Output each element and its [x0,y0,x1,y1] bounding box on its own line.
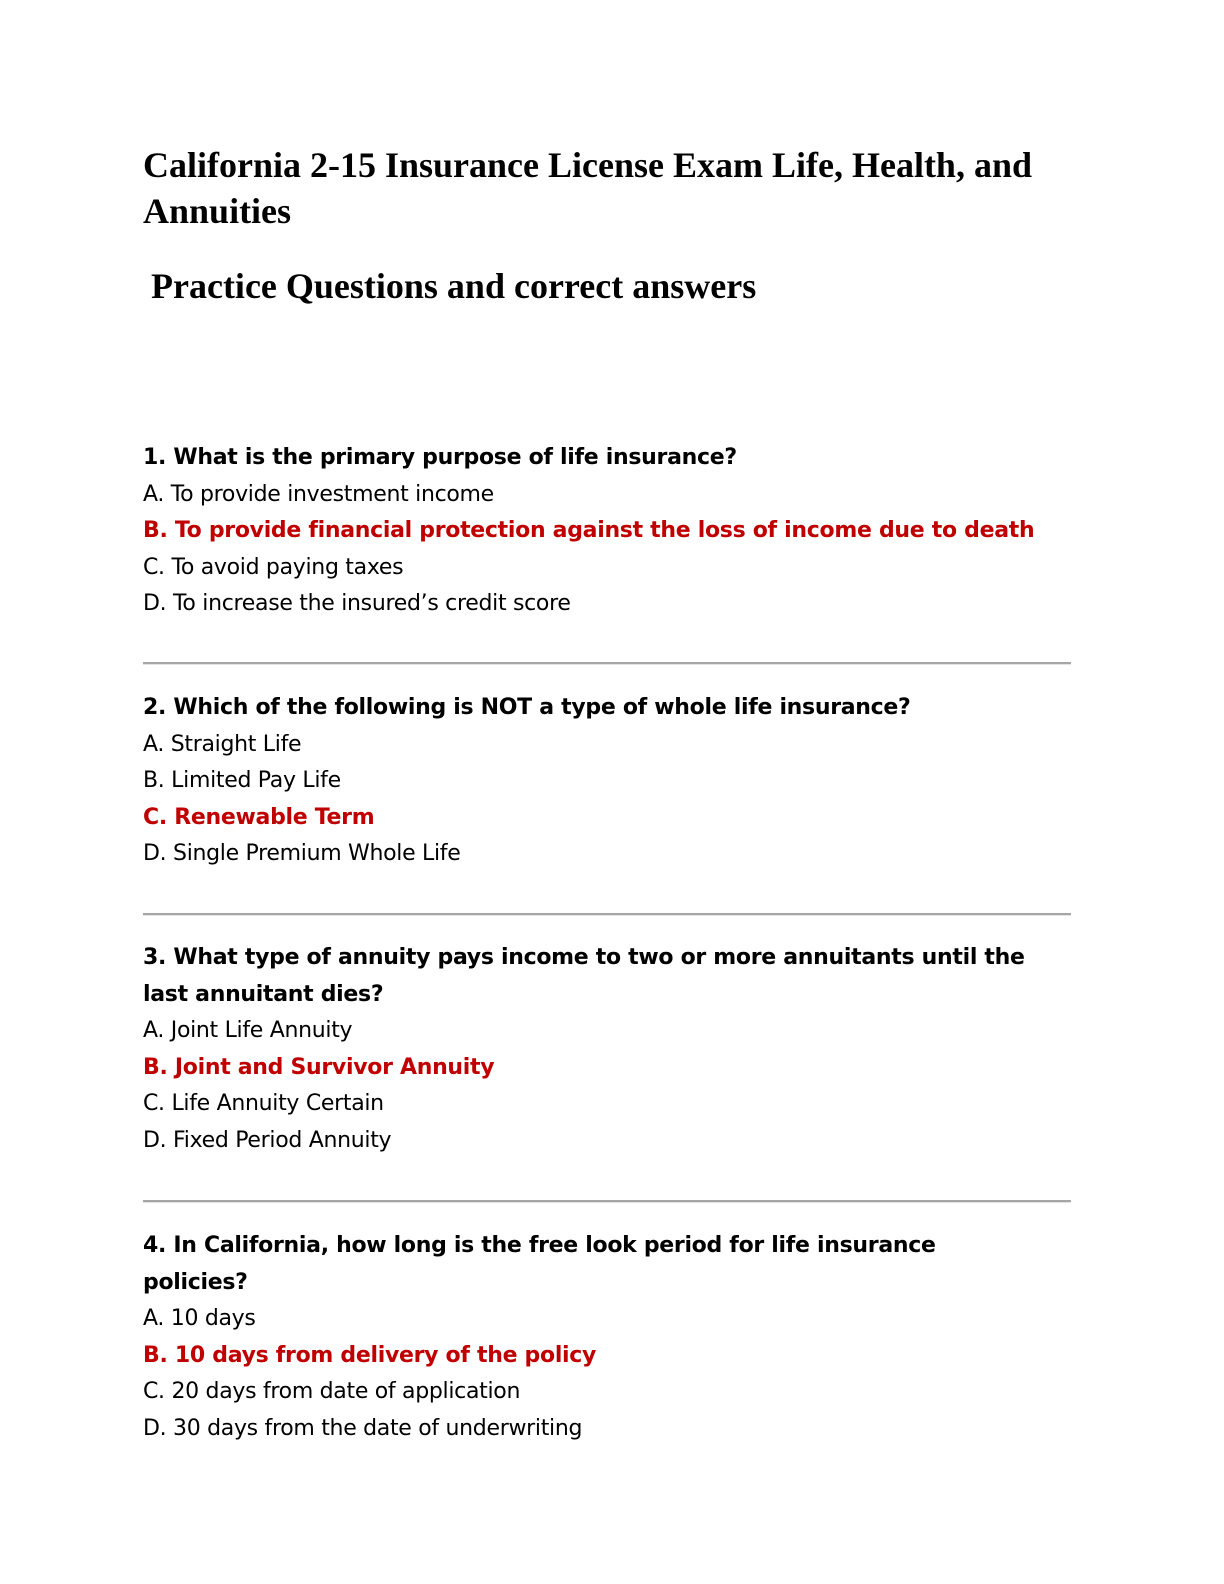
question-text: 3. What type of annuity pays income to two or more annuitants until the last annuitant dies? [143,945,1025,1007]
answer-option-b-correct: B. Joint and Survivor Annuity [143,1054,495,1080]
answer-option-b-correct: B. 10 days from delivery of the policy [143,1342,597,1368]
section-divider [143,913,1071,916]
question-3 [143,940,1043,1160]
question-text: 2. Which of the following is NOT a type of whole life insurance? [143,695,911,720]
question-text: 4. In California, how long is the free look period for life insurance policies? [143,1233,936,1295]
answer-option-c-correct: C. Renewable Term [143,804,375,830]
answer-option-a: A. Straight Life [143,731,302,757]
answer-option-d: D. Fixed Period Annuity [143,1127,392,1153]
answer-option-a: A. Joint Life Annuity [143,1018,353,1044]
question-4 [143,1228,1043,1448]
answer-option-a: A. 10 days [143,1306,256,1332]
section-divider [143,1200,1071,1203]
answer-option-b-correct: B. To provide financial protection against the loss of income due to death [143,518,1035,544]
answer-option-a: A. To provide investment income [143,481,494,507]
question-text: 1. What is the primary purpose of life insurance? [143,445,737,470]
document-subtitle: Practice Questions and correct answers [151,266,757,306]
answer-option-c: C. To avoid paying taxes [143,554,404,580]
question-2 [143,690,1043,873]
answer-option-d: D. To increase the insured’s credit score [143,591,571,617]
answer-option-d: D. Single Premium Whole Life [143,841,461,867]
section-divider [143,662,1071,665]
answer-option-d: D. 30 days from the date of underwriting [143,1415,583,1441]
document-title: California 2-15 Insurance License Exam Life, Health, and Annuities [143,145,1032,231]
answer-option-c: C. Life Annuity Certain [143,1091,384,1117]
answer-option-b: B. Limited Pay Life [143,768,341,794]
question-1 [143,440,1043,623]
answer-option-c: C. 20 days from date of application [143,1379,521,1405]
